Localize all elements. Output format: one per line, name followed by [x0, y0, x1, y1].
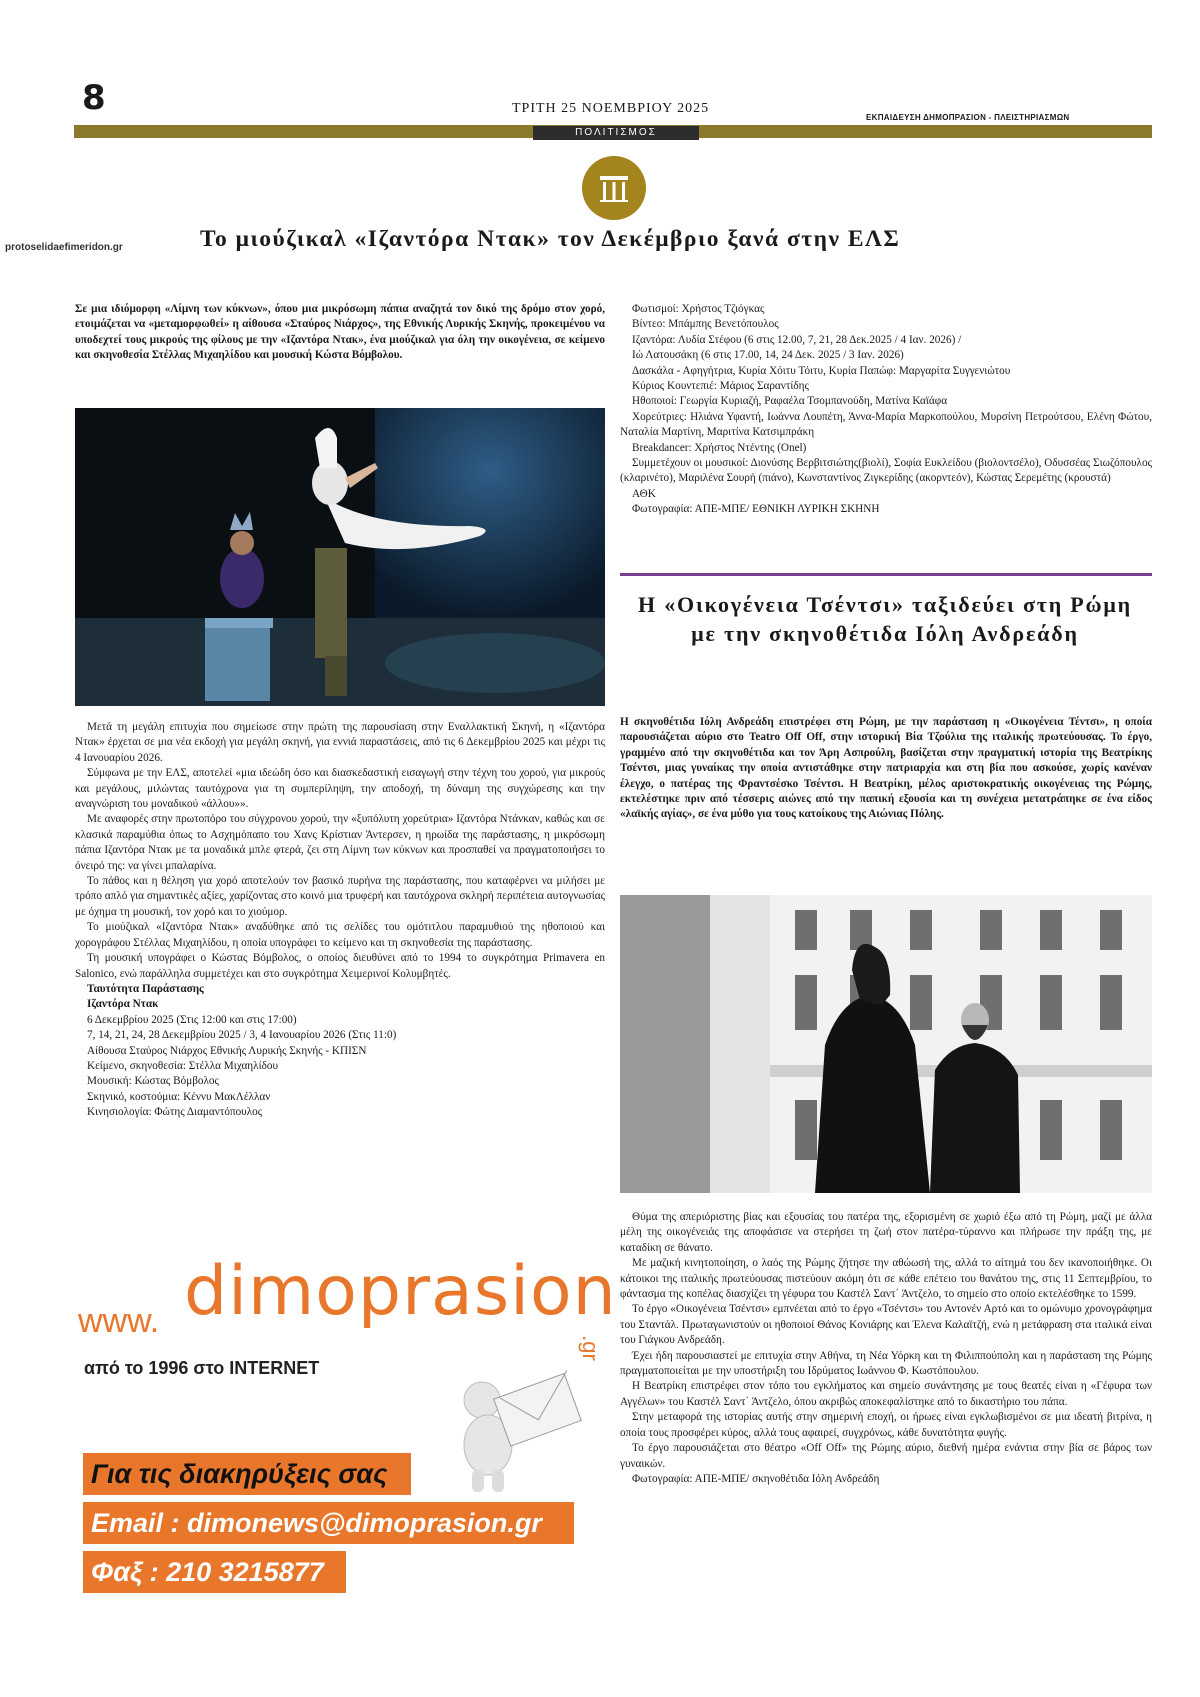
credit-line: Μουσική: Κώστας Βόμβολος	[87, 1075, 219, 1088]
article1-paragraph: Μετά τη μεγάλη επιτυχία που σημείωσε στην πρώτη της παρουσίαση στην Εναλλακτική Σκηνή, η «Ιζαντόρα Ντακ» έρχεται σε μια νέα εκδοχή για μεγάλη σκηνή, για εννιά παραστάσεις, από τις 6 Δεκεμβρίου 2025 και μέχρι τις 4 Ιανουαρίου 2026.	[75, 721, 605, 764]
photo-credit: Φωτογραφία: ΑΠΕ-ΜΠΕ/ ΕΘΝΙΚΗ ΛΥΡΙΚΗ ΣΚΗΝΗ	[632, 503, 880, 516]
article1-paragraph: Με αναφορές στην πρωτοπόρο του σύγχρονου χορού, την «ξυπόλυτη χορεύτρια» Ιζαντόρα Ντάνκαν, καθώς και σε κλασικά παραμύθια όπως το Ασχημόπαπο του Χανς Κρίστιαν Άντερσεν, η ηρωίδα της παράστασης, η μικρόσωμη πάπια Ιζαντόρα Ντακ με τα μοναδικά μπλε φτερά, ζει στη Λίμνη των κύκνων και προσπαθεί να πραγματοποιήσει το όνειρό της: να γίνει μπαλαρίνα.	[75, 813, 605, 872]
ad-brand: dimoprasion	[184, 1252, 617, 1331]
credit-line: Δασκάλα - Αφηγήτρια, Κυρία Χόιτυ Τόιτυ, Κυρία Παπώφ: Μαργαρίτα Συγγενιώτου	[632, 364, 1011, 377]
credit-line: Κείμενο, σκηνοθεσία: Στέλλα Μιχαηλίδου	[87, 1059, 279, 1072]
ad-www: www.	[78, 1302, 160, 1340]
credit-line: Ιζαντόρα: Λυδία Στέφου (6 στις 12.00, 7, 21, 28 Δεκ.2025 / 4 Ιαν. 2026) /	[632, 333, 962, 346]
article1-paragraph: Το πάθος και η θέληση για χορό αποτελούν τον βασικό πυρήνα της παράστασης, που καταφέρνει να μιλήσει με τρόπο απλό για σημαντικές αξίες, χαρίζοντας στο κοινό μια τρυφερή και ταυτόχρονα σκληρή περιπέτεια αυτογνωσίας με όχημα τη μουσική, τον χορό και το χιούμορ.	[75, 875, 605, 918]
article2-paragraph: Το έργο παρουσιάζεται στο θέατρο «Off Off» της Ρώμης αύριο, διεθνή ημέρα ενάντια στην βία σε βάρος των γυναικών.	[620, 1442, 1152, 1470]
column-logo-icon	[582, 156, 646, 220]
photo-credit: Φωτογραφία: ΑΠΕ-ΜΠΕ/ σκηνοθέτιδα Ιόλη Ανδρεάδη	[632, 1472, 880, 1485]
ad-line-announcements: Για τις διακηρύξεις σας	[83, 1453, 411, 1495]
credit-line: 6 Δεκεμβρίου 2025 (Στις 12:00 και στις 17:00)	[87, 1013, 297, 1026]
article2-paragraph: Στην μεταφορά της ιστορίας αυτής στην σημερινή εποχή, οι ήρωες είναι εγκλωβισμένοι σε μια ιδεατή βιτρίνα, η οποία τους προσφέρει κύρος, αλλά τους αφαιρεί, συγχρόνως, κάθε δυνατότητα φυγής.	[620, 1411, 1152, 1439]
credit-line: 7, 14, 21, 24, 28 Δεκεμβρίου 2025 / 3, 4 Ιανουαρίου 2026 (Στις 11:0)	[87, 1029, 397, 1042]
article1-body	[75, 720, 605, 1121]
credit-line: Κινησιολογία: Φώτης Διαμαντόπουλος	[87, 1106, 263, 1119]
credit-line: Ιώ Λατουσάκη (6 στις 17.00, 14, 24 Δεκ. 2025 / 3 Ιαν. 2026)	[632, 349, 904, 362]
ad-since: από το 1996 στο INTERNET	[84, 1358, 320, 1378]
article1-photo	[75, 408, 605, 706]
article2-paragraph: Το έργο «Οικογένεια Τσέντσι» εμπνέεται από το έργο «Τσέντσι» του Αντονέν Αρτό και το ομώνυμο χρονογράφημα του Σταντάλ. Πρωταγωνιστούν οι ηθοποιοί Θάνος Κονιάρης και Έλενα Καλαϊτζή, ενώ η μετάφραση στα ιταλικά είναι του Γιάγκου Ανδρεάδη.	[620, 1303, 1152, 1347]
article1-title: Το μιούζικαλ «Ιζαντόρα Ντακ» τον Δεκέμβριο ξανά στην ΕΛΣ	[200, 226, 901, 252]
ad-fax: Φαξ : 210 3215877	[83, 1551, 346, 1593]
section-tag: ΠΟΛΙΤΙΣΜΟΣ	[533, 126, 699, 140]
article1-paragraph: Τη μουσική υπογράφει ο Κώστας Βόμβολος, ο οποίος διευθύνει από το 1994 το συγκρότημα Primavera en Salonico, ενώ παράλληλα συμμετέχει και στο συγκρότημα Χειμερινοί Κολυμβητές.	[75, 952, 605, 980]
issue-date: ΤΡΙΤΗ 25 ΝΟΕΜΒΡΙΟΥ 2025	[512, 101, 710, 116]
article-divider	[620, 573, 1152, 576]
ad-tld: .gr	[577, 1335, 603, 1361]
article2-title: Η «Οικογένεια Τσέντσι» ταξιδεύει στη Ρώμη με την σκηνοθέτιδα Ιόλη Ανδρεάδη	[638, 592, 1132, 646]
article2-photo	[620, 895, 1152, 1193]
article2-paragraph: Με μαζική κινητοποίηση, ο λαός της Ρώμης ζήτησε την αθώωσή της, αλλά το αίτημά του δεν ικανοποιήθηκε. Οι κάτοικοι της ιταλικής πρωτεύουσας πιστεύουν ακόμη ότι σε κάθε επέτειο του θανάτου της, στις 11 Σεπτεμβρίου, το φάντασμα της κοπέλας διασχίζει τη γέφυρα του Καστέλ Σαντ΄ Άντζελο, το σημείο στο οποίο εκτελέσθηκε το 1599.	[620, 1257, 1152, 1301]
credit-line: Ηθοποιοί: Γεωργία Κυριαζή, Ραφαέλα Τσομπανούδη, Ματίνα Καϊάφα	[632, 395, 948, 408]
credit-line: Χορεύτριες: Ηλιάνα Υφαντή, Ιωάννα Λουπέτη, Άννα-Μαρία Μαρκοπούλου, Μυρσίνη Πετρούτσου, Ελένη Φώτου, Ναταλία Μαρτίνη, Μαριτίνα Κατσιμπράκη	[620, 410, 1152, 439]
credit-line: Κύριος Κουντεπιέ: Μάριος Σαραντίδης	[632, 380, 809, 393]
article2-paragraph: Η Βεατρίκη επιστρέφει στον τόπο του εγκλήματος και σημείο συνάντησης με τους θεατές είναι η «Γέφυρα των Αγγέλων» του Καστέλ Σαντ΄ Άντζελο, όπου ακριβώς αποκεφαλίστηκε από το δικαστήριο του πάπα.	[620, 1380, 1152, 1408]
article2-paragraph: Έχει ήδη παρουσιαστεί με επιτυχία στην Αθήνα, τη Νέα Υόρκη και τη Φιλιππούπολη και η παράσταση της Ρώμης πραγματοποιείται με την υποστήριξη του Ιδρύματος Ιωάννου Φ. Κωστόπουλου.	[620, 1349, 1152, 1378]
credit-line: ΑΘΚ	[632, 487, 656, 500]
article1-paragraph: Σύμφωνα με την ΕΛΣ, αποτελεί «μια ιδεώδη όσο και διασκεδαστική εισαγωγή στην τέχνη του χορού, για μικρούς και μεγάλους, μιλώντας ταυτόχρονα για τη συμπερίληψη, την αποδοχή, τη δύναμη της συγχώρεσης και την αναγνώριση του μοναδικού «άλλου»».	[75, 767, 605, 811]
article1-lead: Σε μια ιδιόμορφη «Λίμνη των κύκνων», όπου μια μικρόσωμη πάπια αναζητά τον δικό της δρόμο στον χορό, ετοιμάζεται να «μεταμορφωθεί» η αίθουσα «Σταύρος Νιάρχος», της Εθνικής Λυρικής Σκηνής, προκειμένου να υποδεχτεί τους μικρούς της φίλους με την «Ιζαντόρα Ντακ», ένα μιούζικαλ για όλη την οικογένεια, σε κείμενο και σκηνοθεσία Στέλλας Μιχαηλίδου και μουσική Κώστα Βόμβολου.	[75, 303, 605, 362]
article1-paragraph: Το μιούζικαλ «Ιζαντόρα Ντακ» αναδύθηκε από τις σελίδες του ομότιτλου παραμυθιού της ηθοποιού και χορογράφου Στέλλας Μιχαηλίδου, η οποία υπογράφει το κείμενο και τη σκηνοθεσία της παράστασης.	[75, 921, 605, 949]
credits-left	[75, 982, 605, 1121]
credit-line: Σκηνικό, κοστούμια: Κέννυ ΜακΛέλλαν	[87, 1090, 271, 1103]
source-site: protoselidaefimeridon.gr	[5, 242, 123, 253]
credit-line: Breakdancer: Χρήστος Ντέντης (Onel)	[632, 441, 807, 454]
article2-body	[620, 1210, 1152, 1487]
article2-paragraph: Θύμα της απεριόριστης βίας και εξουσίας του πατέρα της, εξορισμένη σε χωριό έξω από τη Ρώμη, μαζί με άλλα μέλη της οικογένειάς της αποφάσισε να στερήσει τη ζωή στον πατέρα-τύραννο και πλήρωσε την πράξη της, με καταδίκη σε θάνατο.	[620, 1211, 1152, 1254]
article2-lead: Η σκηνοθέτιδα Ιόλη Ανδρεάδη επιστρέφει στη Ρώμη, με την παράσταση η «Οικογένεια Τέντσι», η οποία παρουσιάζεται αύριο στο Teatro Off Off, στην ιστορική Βία Τζούλια της ιταλικής πρωτεύουσας. Το έργο, γραμμένο από την σκηνοθέτιδα και τον Άρη Ασπρούλη, βασίζεται στην πραγματική ιστορία της Βεατρίκης Τσέντσι, μιας γυναίκας την οποία αντιστάθηκε στην πατριαρχία και στη βία που ασκούσε, χωρίς κανέναν έλεγχο, ο πατέρας της Φραντσέσκο Τσέντσι. Η Βεατρίκη, μέλος αριστοκρατικής οικογένειας της Ρώμης, εκτελέστηκε πριν από τέσσερις αιώνες από την παπική εξουσία και τη συνέχεια μετατράπηκε σε ένα είδος «λαϊκής αγίας», σε ένα μύθο για τους κατοίκους της Αιώνιας Πόλης.	[620, 716, 1152, 821]
credit-line: Αίθουσα Σταύρος Νιάρχος Εθνικής Λυρικής Σκηνής - ΚΠΙΣΝ	[87, 1044, 367, 1057]
envelope-figure-icon	[420, 1365, 590, 1495]
credit-line: Φωτισμοί: Χρήστος Τζιόγκας	[632, 303, 765, 315]
credits-heading: Ταυτότητα Παράστασης	[87, 982, 204, 995]
ad-email[interactable]: Email : dimonews@dimoprasion.gr	[83, 1502, 574, 1544]
credits-subheading: Ιζαντόρα Ντακ	[87, 998, 159, 1011]
credit-line: Βίντεο: Μπάμπης Βενετόπουλος	[632, 318, 779, 331]
credits-right	[620, 302, 1152, 518]
masthead: ΕΚΠΑΙΔΕΥΣΗ ΔΗΜΟΠΡΑΣΙΟΝ - ΠΛΕΙΣΤΗΡΙΑΣΜΩΝ	[866, 113, 1070, 122]
page-number: 8	[82, 78, 106, 118]
credit-line: Συμμετέχουν οι μουσικοί: Διονύσης Βερβιτσιώτης(βιολί), Σοφία Ευκλείδου (βιολοντσέλο), Οδυσσέας Σιωζόπουλος (κλαρινέτο), Μαριλένα Σουρή (πιάνο), Κωνσταντίνος Ζιγκερίδης (ακορντεόν), Κώστας Σερεμέτης (κρουστά)	[620, 457, 1152, 485]
